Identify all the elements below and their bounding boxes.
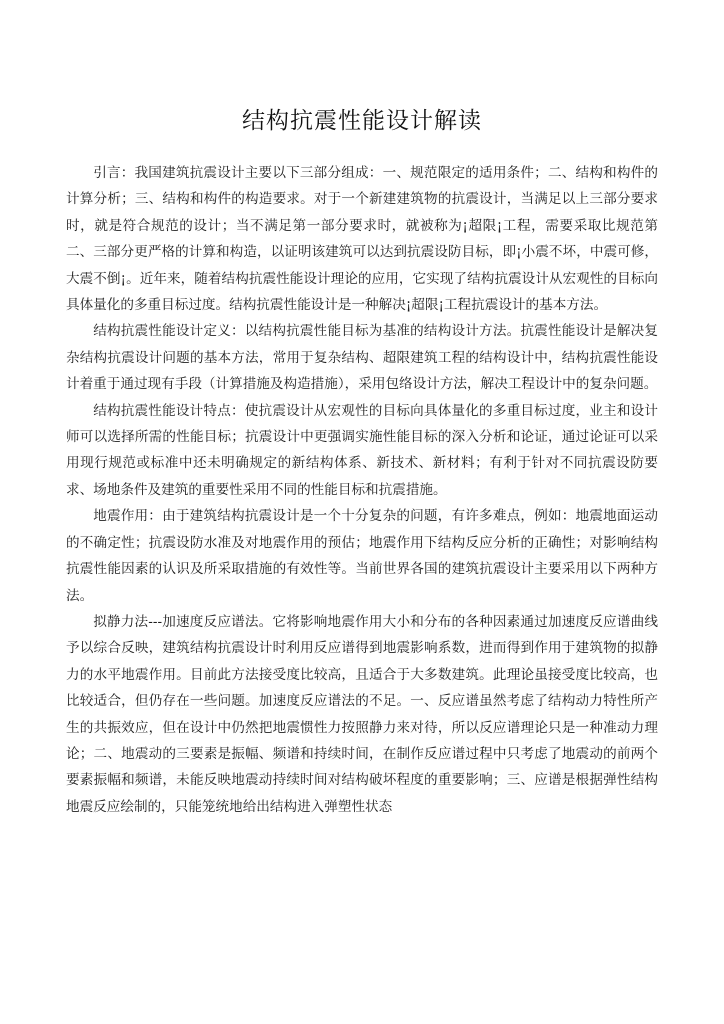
paragraph-introduction: 引言：我国建筑抗震设计主要以下三部分组成：一、规范限定的适用条件；二、结构和构件的计算分析；三、结构和构件的构造要求。对于一个新建建筑物的抗震设计，当满足以上三部分要求时，就是符合规范的设计；当不满足第一部分要求时，就被称为¡超限¡工程，需要采取比规范第二、三部分更严格的计算和构造，以证明该建筑可以达到抗震设防目标，即¡小震不坏，中震可修，大震不倒¡。近年来，随着结构抗震性能设计理论的应用，它实现了结构抗震设计从宏观性的目标向具体量化的多重目标过度。结构抗震性能设计是一种解决¡超限¡工程抗震设计的基本方法。 bbox=[66, 165, 658, 314]
paragraph-pseudo-static-method: 拟静力法---加速度反应谱法。它将影响地震作用大小和分布的各种因素通过加速度反应谱曲线予以综合反映，建筑结构抗震设计时利用反应谱得到地震影响系数，进而得到作用于建筑物的拟静力的水平地震作用。目前此方法接受度比较高，且适合于大多数建筑。此理论虽接受度比较高，也比较适合，但仍存在一些问题。加速度反应谱法的不足。一、反应谱虽然考虑了结构动力特性所产生的共振效应，但在设计中仍然把地震惯性力按照静力来对待，所以反应谱理论只是一种准动力理论；二、地震动的三要素是振幅、频谱和持续时间，在制作反应谱过程中只考虑了地震动的前两个要素振幅和频谱，未能反映地震动持续时间对结构破坏程度的重要影响；三、应谱是根据弹性结构地震反应绘制的，只能笼统地给出结构进入弹塑性状态 bbox=[66, 613, 658, 815]
document-body bbox=[66, 160, 658, 820]
paragraph-characteristics: 结构抗震性能设计特点：使抗震设计从宏观性的目标向具体量化的多重目标过度，业主和设计师可以选择所需的性能目标；抗震设计中更强调实施性能目标的深入分析和论证，通过论证可以采用现行规范或标准中还未明确规定的新结构体系、新技术、新材料；有利于针对不同抗震设防要求、场地条件及建筑的重要性采用不同的性能目标和抗震措施。 bbox=[66, 402, 658, 498]
paragraph-earthquake-action: 地震作用：由于建筑结构抗震设计是一个十分复杂的问题，有许多难点，例如：地震地面运动的不确定性；抗震设防水准及对地震作用的预估；地震作用下结构反应分析的正确性；对影响结构抗震性能因素的认识及所采取措施的有效性等。当前世界各国的建筑抗震设计主要采用以下两种方法。 bbox=[66, 508, 658, 604]
document-title: 结构抗震性能设计解读 bbox=[242, 108, 482, 134]
paragraph-definition: 结构抗震性能设计定义：以结构抗震性能目标为基准的结构设计方法。抗震性能设计是解决复杂结构抗震设计问题的基本方法，常用于复杂结构、超限建筑工程的结构设计中，结构抗震性能设计着重于通过现有手段（计算措施及构造措施），采用包络设计方法，解决工程设计中的复杂问题。 bbox=[66, 323, 658, 393]
